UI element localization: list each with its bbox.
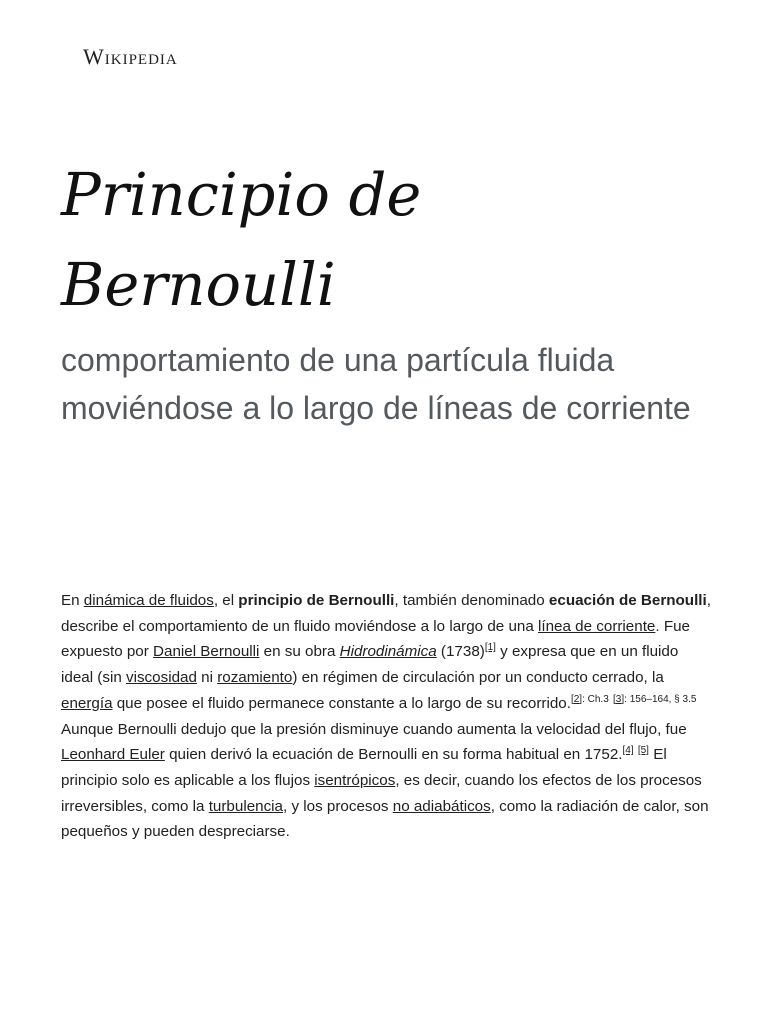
text: , como la radiación de calor, son pequeños y pueden despreciarse.: [61, 797, 709, 841]
text: En: [61, 592, 84, 609]
link-hidrodinamica[interactable]: Hidrodinámica: [339, 643, 437, 661]
link-rozamiento[interactable]: rozamiento: [217, 669, 293, 687]
page-title: [61, 150, 721, 330]
text: , también denominado: [394, 592, 549, 609]
ref-link-3[interactable]: [3]: [613, 693, 625, 705]
link-isentropicos[interactable]: isentrópicos: [314, 771, 396, 789]
text: ) en régimen de circulación por un conducto cerrado, la: [292, 669, 664, 687]
text: en su obra: [259, 643, 340, 661]
text: Aunque Bernoulli dedujo que la presión disminuye cuando aumenta la velocidad del flujo, fue: [61, 720, 687, 738]
page-subtitle: comportamiento de una partícula fluida moviéndose a lo largo de líneas de corriente: [61, 342, 691, 426]
link-linea-de-corriente[interactable]: línea de corriente: [538, 617, 656, 635]
intro-paragraph: [61, 588, 711, 845]
link-dinamica-de-fluidos[interactable]: dinámica de fluidos: [83, 592, 214, 609]
ref-link-1[interactable]: [1]: [484, 642, 496, 654]
text: que posee el fluido permanece constante a lo largo de su recorrido.: [112, 694, 571, 712]
ref-link-2[interactable]: [2]: [570, 693, 583, 705]
bold-term: ecuación de Bernoulli: [548, 592, 707, 609]
reference-2: [571, 694, 609, 705]
text: , describe el comportamiento de un fluido moviéndose a lo largo de una: [61, 592, 711, 635]
text: ni: [196, 669, 218, 687]
text: El principio solo es aplicable a los flujos: [61, 746, 667, 789]
reference-3: [613, 694, 696, 705]
wikipedia-wordmark[interactable]: Wikipedia: [83, 44, 178, 69]
text: y expresa que en un fluido ideal (sin: [61, 643, 679, 687]
link-no-adiabaticos[interactable]: no adiabáticos: [392, 797, 491, 815]
reference-5: [638, 745, 649, 756]
link-leonhard-euler[interactable]: Leonhard Euler: [61, 746, 165, 764]
link-daniel-bernoulli[interactable]: Daniel Bernoulli: [153, 643, 260, 661]
link-viscosidad[interactable]: viscosidad: [126, 669, 197, 687]
text: , es decir, cuando los efectos de los procesos irreversibles, como la: [61, 771, 702, 815]
title-line-2: Bernoulli: [61, 250, 336, 319]
link-energia[interactable]: energía: [61, 694, 113, 712]
text: , y los procesos: [283, 797, 393, 815]
ref-link-4[interactable]: [4]: [622, 745, 634, 757]
text: . Fue expuesto por: [61, 617, 690, 661]
text: , el: [213, 592, 239, 609]
text: (1738): [436, 643, 485, 661]
reference-1: [485, 642, 496, 653]
reference-4: [622, 745, 633, 756]
link-turbulencia[interactable]: turbulencia: [208, 797, 284, 815]
ref-note-2: : Ch.3: [582, 693, 609, 705]
ref-note-3: : 156–164, § 3.5: [624, 693, 697, 705]
text: quien derivó la ecuación de Bernoulli en su forma habitual en 1752.: [164, 746, 623, 764]
bold-term: principio de Bernoulli: [238, 592, 395, 609]
title-line-1: Principio de: [61, 160, 422, 229]
ref-link-5[interactable]: [5]: [637, 745, 649, 757]
